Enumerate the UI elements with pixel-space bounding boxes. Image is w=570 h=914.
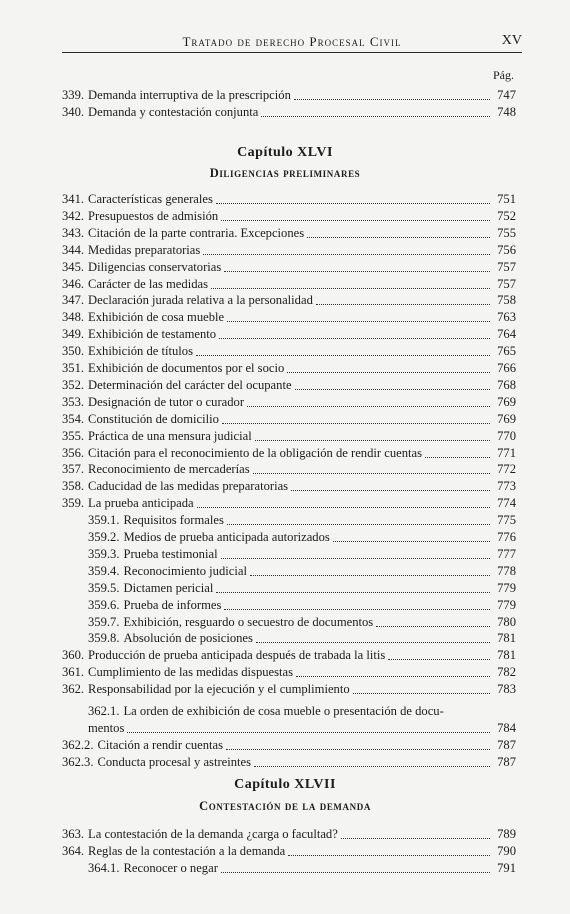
toc-entry bbox=[62, 259, 516, 276]
toc-entry-number: 359.3. bbox=[88, 546, 120, 561]
toc-entry-number: 339. bbox=[62, 88, 85, 102]
toc-entry-title: Exhibición de cosa mueble bbox=[88, 310, 225, 325]
toc-entry-page: 780 bbox=[497, 614, 516, 629]
toc-entry-number: 357. bbox=[62, 462, 85, 477]
leader-dots bbox=[256, 641, 490, 643]
leader-dots bbox=[196, 354, 490, 356]
toc-entry-title: Conducta procesal y astreintes bbox=[97, 755, 252, 769]
toc-entry-page: 782 bbox=[497, 665, 516, 680]
toc-entry-page: 777 bbox=[497, 546, 516, 561]
leader-dots bbox=[221, 871, 490, 873]
leader-dots bbox=[261, 115, 490, 117]
toc-entry-page: 773 bbox=[497, 479, 516, 494]
leader-dots bbox=[307, 236, 490, 238]
toc-entry-title: Carácter de las medidas bbox=[88, 276, 208, 291]
toc-entry-title: Reglas de la contestación a la demanda bbox=[88, 844, 286, 858]
toc-entry-page: 765 bbox=[497, 344, 516, 359]
toc-entry-number: 349. bbox=[62, 327, 85, 342]
toc-entry-page: 784 bbox=[497, 721, 516, 735]
toc-entry-362-1 bbox=[88, 703, 516, 720]
toc-entry bbox=[88, 860, 516, 877]
toc-entry-page: 747 bbox=[497, 88, 516, 102]
toc-entry-title: Prueba testimonial bbox=[123, 546, 218, 561]
toc-entry-title: Demanda interruptiva de la prescripción bbox=[88, 88, 291, 102]
toc-entry-title: Exhibición, resguardo o secuestro de documentos bbox=[123, 614, 374, 629]
toc-entry-number: 359.4. bbox=[88, 563, 120, 578]
toc-entry-title: Reconocimiento de mercaderías bbox=[88, 462, 250, 477]
toc-entry bbox=[62, 681, 516, 698]
toc-entry-title: Determinación del carácter del ocupante bbox=[88, 377, 292, 392]
leader-dots bbox=[221, 219, 490, 221]
leader-dots bbox=[288, 854, 490, 856]
toc-entry bbox=[62, 461, 516, 478]
toc-entry-title: Caducidad de las medidas preparatorias bbox=[88, 479, 289, 494]
leader-dots bbox=[253, 472, 490, 474]
toc-entry bbox=[62, 826, 516, 843]
toc-entry-number: 354. bbox=[62, 411, 85, 426]
leader-dots bbox=[295, 388, 490, 390]
leader-dots bbox=[224, 608, 490, 610]
toc-entry-title-continued: mentos bbox=[88, 721, 125, 735]
toc-entry-page: 757 bbox=[497, 276, 516, 291]
toc-entry-page: 764 bbox=[497, 327, 516, 342]
toc-entry bbox=[88, 614, 516, 631]
leader-dots bbox=[219, 337, 490, 339]
toc-entry-page: 772 bbox=[497, 462, 516, 477]
leader-dots bbox=[226, 748, 490, 750]
toc-entry bbox=[88, 630, 516, 647]
toc-entry-page: 790 bbox=[497, 844, 516, 858]
toc-entry bbox=[62, 843, 516, 860]
toc-entry-title: Citación a rendir cuentas bbox=[97, 738, 224, 752]
toc-entry bbox=[62, 411, 516, 428]
leader-dots bbox=[287, 371, 490, 373]
page-column-label: Pág. bbox=[493, 68, 514, 82]
toc-entry-number: 359.7. bbox=[88, 614, 120, 629]
toc-entry-page: 781 bbox=[497, 648, 516, 663]
running-head bbox=[62, 30, 522, 53]
toc-entry bbox=[88, 529, 516, 546]
toc-entry-page: 787 bbox=[497, 755, 516, 769]
toc-entry-title: Dictamen pericial bbox=[123, 580, 214, 595]
toc-entry-page: 770 bbox=[497, 428, 516, 443]
leader-dots bbox=[376, 625, 490, 627]
toc-entry-number: 359. bbox=[62, 496, 85, 511]
toc-entry-number: 362.3. bbox=[62, 755, 94, 769]
toc-entry-title: Cumplimiento de las medidas dispuestas bbox=[88, 665, 294, 680]
toc-entry-number: 360. bbox=[62, 648, 85, 663]
toc-entry-title: Medidas preparatorias bbox=[88, 242, 201, 257]
toc-entry bbox=[88, 563, 516, 580]
leader-dots bbox=[216, 591, 490, 593]
leader-dots bbox=[353, 692, 490, 694]
toc-entry-number: 341. bbox=[62, 192, 85, 206]
toc-entry-number: 364.1. bbox=[88, 861, 120, 875]
toc-entry-page: 769 bbox=[497, 394, 516, 409]
toc-entry bbox=[62, 191, 516, 208]
toc-entry-title: Exhibición de documentos por el socio bbox=[88, 361, 285, 375]
toc-entry-page: 789 bbox=[497, 827, 516, 841]
toc-entry bbox=[62, 208, 516, 225]
toc-entry bbox=[62, 343, 516, 360]
toc-entry-number: 348. bbox=[62, 310, 85, 325]
toc-entry-title: Citación para el reconocimiento de la obligación de rendir cuentas bbox=[88, 445, 422, 460]
leader-dots bbox=[222, 422, 490, 424]
leader-dots bbox=[333, 540, 490, 542]
toc-entry-number: 364. bbox=[62, 844, 85, 858]
toc-entry-number: 344. bbox=[62, 242, 85, 257]
toc-entry-title: La orden de exhibición de cosa mueble o presentación de docu- bbox=[123, 704, 444, 718]
toc-entry-page: 769 bbox=[497, 411, 516, 426]
toc-entry-title: Absolución de posiciones bbox=[123, 631, 253, 646]
leader-dots bbox=[227, 523, 490, 525]
toc-entry-title: Producción de prueba anticipada después de trabada la litis bbox=[88, 648, 386, 663]
toc-entry-page: 774 bbox=[497, 496, 516, 511]
toc-entry-title: Requisitos formales bbox=[123, 513, 224, 528]
toc-entry-page: 779 bbox=[497, 597, 516, 612]
toc-entry bbox=[62, 754, 516, 771]
toc-entry-number: 346. bbox=[62, 276, 85, 291]
toc-entry-page: 766 bbox=[497, 361, 516, 375]
toc-entry-number: 355. bbox=[62, 428, 85, 443]
leader-dots bbox=[255, 439, 490, 441]
toc-entry bbox=[62, 360, 516, 377]
toc-entry-page: 781 bbox=[497, 631, 516, 646]
toc-entry bbox=[62, 428, 516, 445]
leader-dots bbox=[216, 202, 490, 204]
toc-entry-title: Características generales bbox=[88, 192, 213, 206]
toc-entry bbox=[62, 377, 516, 394]
leader-dots bbox=[227, 320, 490, 322]
toc-entry-number: 362.2. bbox=[62, 738, 94, 752]
toc-entry-362-1-continued bbox=[88, 720, 516, 737]
section-heading-xlvi: Diligencias preliminares bbox=[209, 166, 361, 180]
roman-page-number: XV bbox=[501, 33, 522, 48]
toc-entry-page: 779 bbox=[497, 580, 516, 595]
toc-entry bbox=[62, 104, 516, 121]
toc-entry-title: La contestación de la demanda ¿carga o facultad? bbox=[88, 827, 338, 841]
toc-entry-number: 359.6. bbox=[88, 597, 120, 612]
toc-entry bbox=[62, 225, 516, 242]
toc-entry-number: 343. bbox=[62, 225, 85, 240]
toc-entry-page: 778 bbox=[497, 563, 516, 578]
toc-entry-page: 763 bbox=[497, 310, 516, 325]
leader-dots bbox=[425, 456, 490, 458]
toc-entry-title: Responsabilidad por la ejecución y el cumplimiento bbox=[88, 682, 350, 697]
toc-entry-title: Exhibición de testamento bbox=[88, 327, 217, 342]
leader-dots bbox=[127, 731, 490, 733]
toc-entry-number: 345. bbox=[62, 259, 85, 274]
toc-entry-number: 352. bbox=[62, 377, 85, 392]
section-heading-xlvii: Contestación de la demanda bbox=[199, 799, 371, 813]
leader-dots bbox=[247, 405, 490, 407]
leader-dots bbox=[197, 506, 490, 508]
toc-entry-page: 776 bbox=[497, 530, 516, 544]
leader-dots bbox=[224, 270, 490, 272]
toc-entry bbox=[62, 87, 516, 104]
toc-entry-title: Constitución de domicilio bbox=[88, 411, 219, 426]
toc-entry bbox=[88, 597, 516, 614]
toc-entry-page: 768 bbox=[497, 377, 516, 392]
toc-entry-number: 363. bbox=[62, 827, 85, 841]
leader-dots bbox=[296, 675, 490, 677]
toc-entry-title: La prueba anticipada bbox=[88, 496, 194, 511]
leader-dots bbox=[254, 765, 490, 767]
leader-dots bbox=[294, 98, 490, 100]
leader-dots bbox=[388, 658, 490, 660]
toc-entry-title: Citación de la parte contraria. Excepciones bbox=[88, 225, 305, 240]
toc-entry bbox=[62, 647, 516, 664]
running-head-title: Tratado de derecho Procesal Civil bbox=[182, 34, 402, 49]
toc-entry-title: Reconocer o negar bbox=[123, 861, 218, 875]
toc-entry-page: 791 bbox=[497, 861, 516, 875]
toc-entry bbox=[62, 242, 516, 259]
toc-entry-page: 752 bbox=[497, 208, 516, 223]
toc-entry-page: 757 bbox=[497, 259, 516, 274]
toc-entry-number: 362.1. bbox=[88, 704, 120, 718]
toc-entry bbox=[62, 664, 516, 681]
toc-entry bbox=[62, 276, 516, 293]
toc-entry bbox=[88, 580, 516, 597]
toc-entry-title: Reconocimiento judicial bbox=[123, 563, 247, 578]
toc-entry-title: Diligencias conservatorias bbox=[88, 259, 222, 274]
chapter-heading-xlvii: Capítulo XLVII bbox=[234, 777, 336, 792]
toc-entry-page: 755 bbox=[497, 225, 516, 240]
toc-entry-number: 362. bbox=[62, 682, 85, 697]
toc-entry-title: Exhibición de títulos bbox=[88, 344, 193, 359]
toc-entry-number: 340. bbox=[62, 105, 85, 120]
toc-entry bbox=[62, 326, 516, 343]
toc-entry-number: 359.2. bbox=[88, 530, 120, 544]
leader-dots bbox=[316, 303, 490, 305]
leader-dots bbox=[203, 253, 490, 255]
toc-entry-number: 353. bbox=[62, 394, 85, 409]
leader-dots bbox=[341, 837, 490, 839]
toc-entry bbox=[88, 546, 516, 563]
toc-entry-number: 361. bbox=[62, 665, 85, 680]
toc-entry bbox=[88, 512, 516, 529]
toc-entry-number: 359.1. bbox=[88, 513, 120, 528]
toc-entry bbox=[62, 495, 516, 512]
chapter-heading-xlvi: Capítulo XLVI bbox=[237, 145, 333, 160]
toc-entry bbox=[62, 478, 516, 495]
toc-entry bbox=[62, 309, 516, 326]
toc-entry-page: 783 bbox=[497, 682, 516, 697]
leader-dots bbox=[250, 574, 490, 576]
toc-entry-number: 347. bbox=[62, 293, 85, 308]
toc-entry-page: 751 bbox=[497, 192, 516, 206]
toc-entry-title: Demanda y contestación conjunta bbox=[88, 105, 259, 120]
toc-entry bbox=[62, 445, 516, 462]
toc-entry-number: 350. bbox=[62, 344, 85, 359]
toc-entry-page: 748 bbox=[497, 105, 516, 120]
toc-entry-page: 756 bbox=[497, 242, 516, 257]
toc-entry-page: 758 bbox=[497, 293, 516, 308]
toc-entry-number: 359.5. bbox=[88, 580, 120, 595]
toc-entry-title: Medios de prueba anticipada autorizados bbox=[123, 530, 330, 544]
toc-entry-title: Práctica de una mensura judicial bbox=[88, 428, 252, 443]
toc-entry bbox=[62, 394, 516, 411]
toc-entry-number: 358. bbox=[62, 479, 85, 494]
toc-entry-page: 775 bbox=[497, 513, 516, 528]
leader-dots bbox=[221, 557, 490, 559]
toc-entry-page: 787 bbox=[497, 738, 516, 752]
toc-entry-number: 359.8. bbox=[88, 631, 120, 646]
toc-entry-title: Presupuestos de admisión bbox=[88, 208, 219, 223]
toc-entry-number: 356. bbox=[62, 445, 85, 460]
toc-entry-title: Designación de tutor o curador bbox=[88, 394, 245, 409]
toc-entry-title: Prueba de informes bbox=[123, 597, 222, 612]
toc-entry bbox=[62, 737, 516, 754]
leader-dots bbox=[291, 489, 490, 491]
leader-dots bbox=[211, 287, 490, 289]
toc-entry-number: 342. bbox=[62, 208, 85, 223]
toc-entry bbox=[62, 292, 516, 309]
toc-entry-title: Declaración jurada relativa a la personalidad bbox=[88, 293, 313, 308]
toc-entry-page: 771 bbox=[497, 445, 516, 460]
toc-entry-number: 351. bbox=[62, 361, 85, 375]
